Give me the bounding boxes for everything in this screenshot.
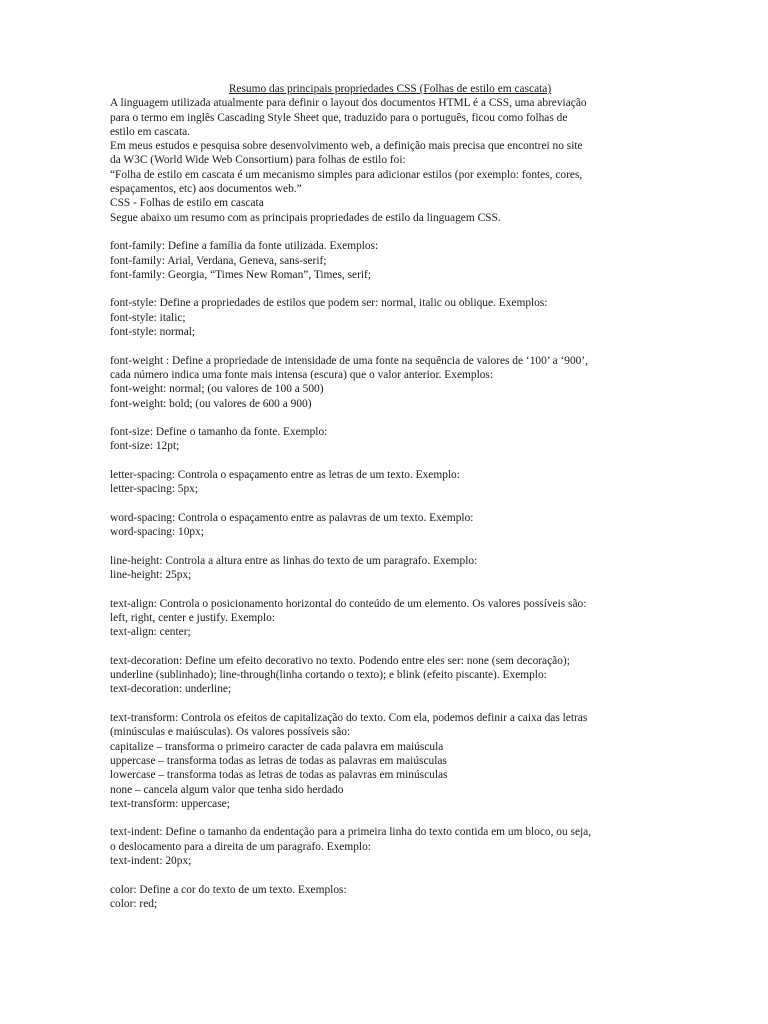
document-title: Resumo das principais propriedades CSS (Folhas de estilo em cascata) bbox=[228, 83, 552, 95]
text-line: none – cancela algum valor que tenha sido herdado bbox=[110, 783, 344, 796]
text-line: text-decoration: Define um efeito decorativo no texto. Podendo entre eles ser: none (sem decoração); bbox=[110, 654, 570, 667]
text-line: line-height: 25px; bbox=[110, 569, 192, 582]
blank-line bbox=[110, 868, 670, 882]
text-line: o deslocamento para a direita de um paragrafo. Exemplo: bbox=[110, 840, 371, 853]
text-line: “Folha de estilo em cascata é um mecanismo simples para adicionar estilos (por exemplo: fontes, cores, bbox=[110, 168, 583, 181]
document-page bbox=[110, 82, 670, 911]
blank-line bbox=[110, 811, 670, 825]
blank-line bbox=[110, 225, 670, 239]
text-line: color: red; bbox=[110, 897, 158, 910]
text-line: font-weight: bold; (ou valores de 600 a 900) bbox=[110, 397, 312, 410]
blank-line bbox=[110, 282, 670, 296]
text-line: para o termo em inglês Cascading Style Sheet que, traduzido para o português, ficou como folhas de bbox=[110, 111, 568, 124]
text-line: text-align: center; bbox=[110, 626, 191, 639]
text-line: line-height: Controla a altura entre as linhas do texto de um paragrafo. Exemplo: bbox=[110, 554, 478, 567]
text-line: word-spacing: Controla o espaçamento entre as palavras de um texto. Exemplo: bbox=[110, 511, 474, 524]
text-line: font-style: Define a propriedades de estilos que podem ser: normal, italic ou oblique. Exemplos: bbox=[110, 297, 548, 310]
text-line: font-style: italic; bbox=[110, 311, 186, 324]
blank-line bbox=[110, 540, 670, 554]
text-line: font-family: Georgia, “Times New Roman”, Times, serif; bbox=[110, 268, 372, 281]
text-line: letter-spacing: Controla o espaçamento entre as letras de um texto. Exemplo: bbox=[110, 469, 460, 482]
text-line: font-weight: normal; (ou valores de 100 a 500) bbox=[110, 383, 324, 396]
text-line: font-weight : Define a propriedade de intensidade de uma fonte na sequência de valores de ‘100’ a ‘900’, bbox=[110, 354, 589, 367]
text-line: font-size: Define o tamanho da fonte. Exemplo: bbox=[110, 426, 328, 439]
blank-line bbox=[110, 339, 670, 353]
blank-line bbox=[110, 411, 670, 425]
text-line: font-family: Define a família da fonte utilizada. Exemplos: bbox=[110, 240, 379, 253]
text-line: text-indent: 20px; bbox=[110, 855, 192, 868]
text-line: text-transform: Controla os efeitos de capitalização do texto. Com ela, podemos definir a caixa das letras bbox=[110, 712, 588, 725]
text-line: da W3C (World Wide Web Consortium) para folhas de estilo foi: bbox=[110, 154, 406, 167]
text-line: lowercase – transforma todas as letras de todas as palavras em minúsculas bbox=[110, 769, 448, 782]
text-line: A linguagem utilizada atualmente para definir o layout dos documentos HTML é a CSS, uma abreviação bbox=[110, 97, 587, 110]
text-line: left, right, center e justify. Exemplo: bbox=[110, 611, 276, 624]
blank-line bbox=[110, 697, 670, 711]
text-line: font-family: Arial, Verdana, Geneva, sans-serif; bbox=[110, 254, 327, 267]
text-line: espaçamentos, etc) aos documentos web.” bbox=[110, 183, 302, 196]
blank-line bbox=[110, 582, 670, 596]
text-line: Em meus estudos e pesquisa sobre desenvolvimento web, a definição mais precisa que encontrei no site bbox=[110, 140, 583, 153]
document-body bbox=[110, 96, 670, 911]
text-line: font-size: 12pt; bbox=[110, 440, 180, 453]
blank-line bbox=[110, 640, 670, 654]
text-line: text-align: Controla o posicionamento horizontal do conteúdo de um elemento. Os valores possíveis são: bbox=[110, 597, 587, 610]
text-line: estilo em cascata. bbox=[110, 125, 191, 138]
text-line: color: Define a cor do texto de um texto. Exemplos: bbox=[110, 883, 347, 896]
text-line: Segue abaixo um resumo com as principais propriedades de estilo da linguagem CSS. bbox=[110, 211, 501, 224]
blank-line bbox=[110, 454, 670, 468]
text-line: cada número indica uma fonte mais intensa (escura) que o valor anterior. Exemplos: bbox=[110, 368, 494, 381]
text-line: word-spacing: 10px; bbox=[110, 526, 204, 539]
text-line: text-indent: Define o tamanho da endentação para a primeira linha do texto contida em um bloco, ou seja, bbox=[110, 826, 592, 839]
text-line: underline (sublinhado); line-through(linha cortando o texto); e blink (efeito piscante). Exemplo: bbox=[110, 669, 547, 682]
blank-line bbox=[110, 497, 670, 511]
text-line: text-decoration: underline; bbox=[110, 683, 232, 696]
text-line: CSS - Folhas de estilo em cascata bbox=[110, 197, 264, 210]
text-line: uppercase – transforma todas as letras de todas as palavras em maiúsculas bbox=[110, 754, 447, 767]
text-line: (minúsculas e maiúsculas). Os valores possíveis são: bbox=[110, 726, 351, 739]
text-line: text-transform: uppercase; bbox=[110, 797, 230, 810]
text-line: font-style: normal; bbox=[110, 326, 196, 339]
text-line: letter-spacing: 5px; bbox=[110, 483, 199, 496]
text-line: capitalize – transforma o primeiro caracter de cada palavra em maiúscula bbox=[110, 740, 444, 753]
